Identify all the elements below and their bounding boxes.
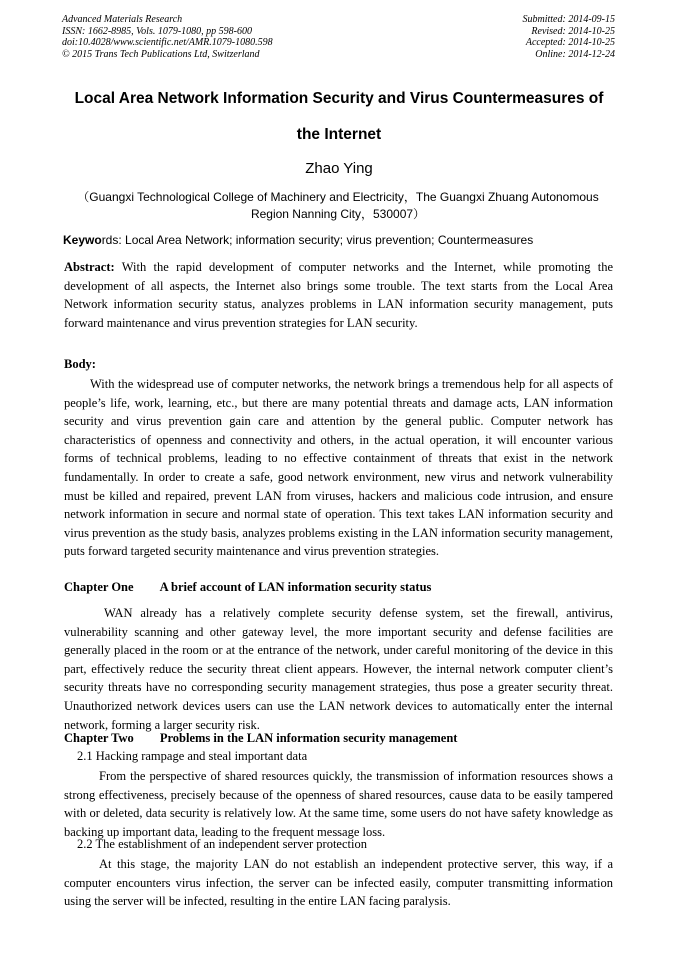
section-2-2-paragraph: At this stage, the majority LAN do not establish an independent protective server, this way, if a computer encounters virus infection, the server can be infected easily, computer transmitting information using the server will be infected, resulting in the entire LAN facing paralysis.	[64, 857, 613, 909]
abstract	[64, 258, 613, 332]
chapter-one-paragraph: WAN already has a relatively complete security defense system, set the firewall, antivirus, vulnerability scanning and other gateway level, the more important security and defense facilities are generally placed in the room or at the entrance of the network, under careful monitoring of the device in this part, effectively reduce the security threat client appears. However, the internal network computer client’s security threats have no corresponding security management strategies, thus pose a greater security threat. Unauthorized network devices users can use the LAN network devices to automatically enter the internal network, forming a larger security risk.	[64, 606, 613, 732]
body-paragraph: With the widespread use of computer networks, the network brings a tremendous help for all aspects of people’s life, work, learning, etc., but there are many potential threats and damage acts, LAN information security and virus prevention gain care and attention by the general public. Computer network has characteristics of openness and connectivity and others, in the actual operation, it will encounter various forms of technical problems, leading to no effective containment of threats that exist in the network fundamentally. In order to create a safe, good network environment, new virus and network vulnerability must be killed and repaired, prevent LAN from viruses, hackers and malicious code intrusion, and ensure network information in secure and normal state of operation. This text takes LAN information security and virus prevention as the study basis, analyzes problems existing in the LAN information security management, puts forward targeted security maintenance and virus prevention strategies.	[64, 377, 613, 559]
abstract-text: With the rapid development of computer networks and the Internet, while promoting the development of all aspects, the Internet also brings some trouble. The text starts from the Local Area Network information security status, analyzes problems in LAN information security management, puts forward maintenance and virus prevention strategies for LAN security.	[64, 260, 613, 330]
publication-dates	[523, 14, 616, 60]
journal-info	[62, 14, 273, 60]
chapter-one-label: Chapter One	[64, 580, 134, 594]
paper-title-line-1: Local Area Network Information Security and Virus Countermeasures of	[74, 90, 604, 107]
submitted-date: Submitted: 2014-09-15	[522, 14, 615, 25]
chapter-two-title: Problems in the LAN information security management	[159, 731, 458, 745]
online-date: Online: 2014-12-24	[535, 48, 615, 60]
body-heading: Body:	[64, 357, 96, 371]
chapter-one-heading	[64, 580, 431, 595]
keywords	[63, 233, 623, 247]
keywords-label: Keywo	[63, 233, 102, 247]
doi-line: doi:10.4028/www.scientific.net/AMR.1079-1080.598	[62, 37, 273, 48]
section-2-1-heading: 2.1 Hacking rampage and steal important data	[77, 749, 308, 763]
author-affiliation: （Guangxi Technological College of Machinery and Electricity，The Guangxi Zhuang Autonomous Region Nanning City，530007）	[77, 190, 599, 221]
author-name: Zhao Ying	[305, 160, 373, 177]
journal-name: Advanced Materials Research	[62, 14, 183, 25]
accepted-date: Accepted: 2014-10-25	[525, 37, 615, 48]
abstract-label: Abstract:	[64, 260, 115, 274]
section-2-1-paragraph: From the perspective of shared resources quickly, the transmission of information resources shows a strong effectiveness, precisely because of the openness of shared resources, cause data to be easily tampered with or deleted, data security is relatively low. At the same time, some users do not have safety knowledge as backing up important data, leading to the frequent message loss.	[64, 769, 613, 839]
issn-line: ISSN: 1662-8985, Vols. 1079-1080, pp 598-600	[62, 25, 252, 37]
paper-title-line-2: the Internet	[296, 126, 382, 143]
keywords-text: rds: Local Area Network; information security; virus prevention; Countermeasures	[101, 233, 534, 247]
chapter-two-heading	[64, 731, 457, 746]
chapter-two-label: Chapter Two	[64, 731, 134, 745]
chapter-one-title: A brief account of LAN information security status	[159, 580, 432, 594]
copyright-line: © 2015 Trans Tech Publications Ltd, Switzerland	[62, 48, 260, 60]
revised-date: Revised: 2014-10-25	[531, 25, 615, 37]
section-2-2-heading: 2.2 The establishment of an independent server protection	[77, 837, 367, 851]
